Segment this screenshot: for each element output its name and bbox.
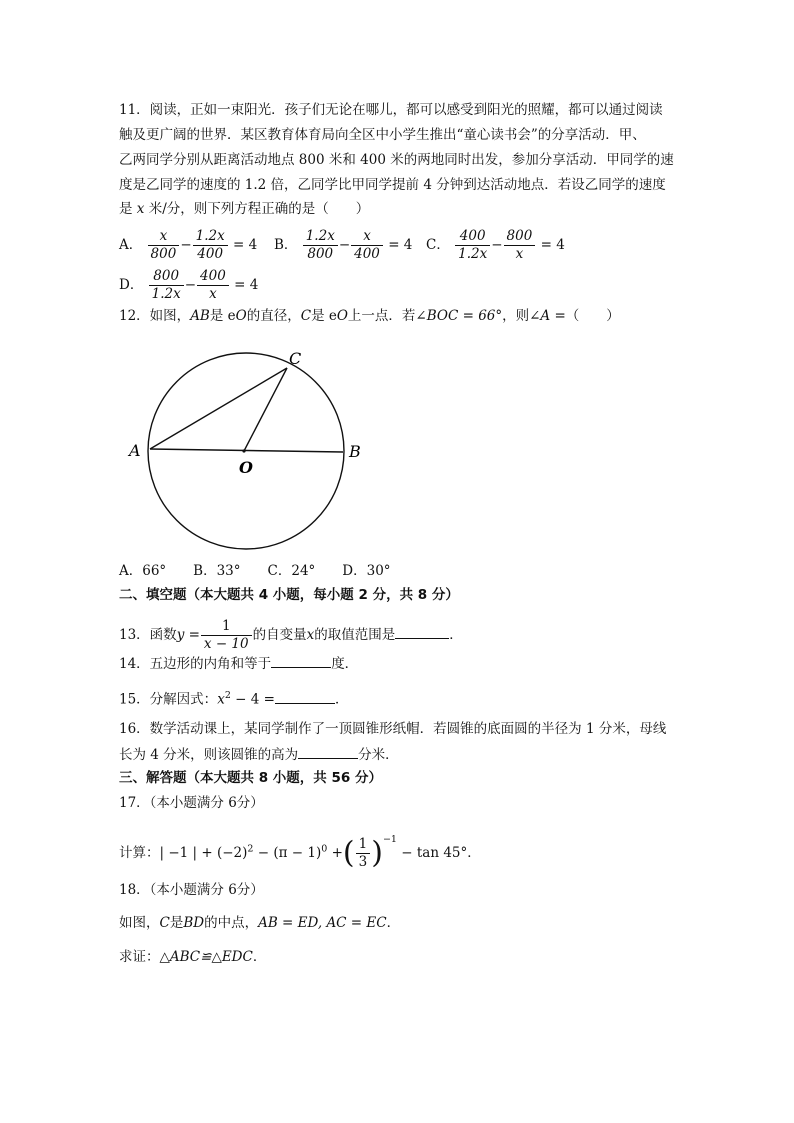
answer-blank[interactable]: [395, 624, 449, 639]
minus-sign: −: [184, 277, 197, 293]
q18-text: 是: [169, 915, 184, 931]
q11-line-3: 乙两同学分别从距离活动地点 800 米和 400 米的两地同时出发，参加分享活动．甲同学的速: [119, 152, 674, 168]
equation-rhs: = 4: [233, 237, 258, 253]
exponent: 2: [247, 843, 254, 855]
q17-expression: [119, 833, 481, 871]
circle-diagram: [125, 340, 375, 560]
q16-text: 分米．: [358, 747, 399, 763]
segment-bd: BD: [183, 915, 205, 931]
equation-rhs: = 4: [388, 237, 413, 253]
equation-rhs: = 4: [234, 277, 259, 293]
q12-options: A．66° B．33° C．24° D．30°: [119, 563, 391, 579]
section-2-heading: 二、填空题（本大题共 4 小题，每小题 2 分，共 8 分）: [119, 587, 459, 603]
numerator: 400: [197, 268, 229, 286]
denominator: x: [209, 286, 217, 302]
q13-text: 13．函数: [119, 627, 177, 643]
q16-line-1: 16．数学活动课上，某同学制作了一顶圆锥形纸帽．若圆锥的底面圆的半径为 1 分米，母线: [119, 721, 667, 737]
expr-part: | −1 | + (−2): [159, 845, 248, 861]
answer-blank[interactable]: [271, 653, 331, 668]
q14-text: 14．五边形的内角和等于: [119, 656, 272, 672]
numerator: 1.2x: [303, 228, 338, 246]
fraction: [201, 618, 252, 653]
q14: [119, 653, 358, 674]
q13: [119, 618, 463, 653]
denominator: 800: [150, 246, 177, 262]
fraction: [148, 228, 180, 263]
q14-text: 度．: [331, 656, 359, 672]
q18-condition: AB = ED, AC = EC: [258, 915, 387, 931]
q12-text: （ ）: [565, 308, 620, 324]
denominator: x: [515, 246, 524, 262]
q13-variable: x: [306, 627, 315, 643]
answer-blank[interactable]: [275, 689, 335, 704]
option-label: D．: [119, 277, 144, 293]
point-c: C: [159, 915, 170, 931]
fraction: [356, 836, 371, 871]
left-paren: (: [342, 835, 355, 871]
denominator: 400: [354, 246, 380, 262]
q18-text: ．: [252, 949, 267, 965]
q11-option-c: [426, 228, 565, 263]
q18-congruence: △ABC≌△EDC: [159, 949, 253, 965]
fraction: [504, 228, 536, 263]
label-c: C: [289, 349, 302, 368]
numerator: 1: [201, 618, 252, 636]
q13-text: ．: [449, 627, 463, 643]
exponent: 2: [224, 690, 231, 701]
q18-text: 求证：: [119, 949, 160, 965]
option-label: A．: [119, 237, 143, 253]
minus-sign: −: [180, 237, 192, 253]
fraction: [303, 228, 338, 263]
fraction: [351, 228, 383, 263]
q11-line-1: 11．阅读，正如一束阳光．孩子们无论在哪儿，都可以感受到阳光的照耀，都可以通过阅读: [119, 102, 663, 118]
q18-title: 18．（本小题满分 6分）: [119, 882, 264, 898]
numerator: 800: [149, 268, 184, 286]
center-dot: [242, 449, 245, 452]
denominator: 1.2x: [151, 286, 181, 302]
fraction: [455, 228, 490, 263]
denominator: 400: [197, 246, 224, 262]
q18-text: 如图，: [119, 915, 160, 931]
circle-o: O: [336, 308, 348, 324]
label-b: B: [349, 442, 361, 461]
denominator: 1.2x: [458, 246, 488, 262]
q18-text: 的中点，: [204, 915, 259, 931]
q11-option-a: [119, 228, 257, 263]
q11-line-5-b: 米/分，则下列方程正确的是（ ）: [148, 201, 370, 217]
option-label: B．: [274, 237, 298, 253]
denominator: 800: [307, 246, 334, 262]
numerator: 400: [455, 228, 490, 246]
q11-option-d: [119, 268, 258, 303]
label-o: O: [239, 458, 253, 477]
q15-variable: x: [217, 691, 225, 708]
q11-line-5-a: 是: [119, 201, 133, 217]
q11-line-2: 触及更广阔的世界．某区教育体育局向全区中小学生推出“童心读书会”的分享活动．甲、: [119, 127, 646, 143]
q12-text: 上一点．若: [347, 308, 416, 324]
minus-sign: −: [338, 237, 351, 253]
q16-text: 长为 4 分米，则该圆锥的高为: [119, 747, 299, 763]
equation-rhs: = 4: [540, 237, 565, 253]
q12-text: 12．如图，: [119, 308, 191, 324]
fraction: [149, 268, 184, 303]
diameter-ab: [150, 449, 343, 452]
q17-title: 17．（本小题满分 6分）: [119, 795, 264, 811]
q11-option-b: [274, 228, 412, 263]
segment-ab: AB: [190, 308, 210, 324]
expr-part: − tan 45°: [396, 845, 468, 861]
q15-expression: − 4 =: [230, 691, 275, 708]
q12-stem: [119, 306, 620, 326]
option-label: C．: [426, 237, 450, 253]
q11-variable-x: x: [136, 201, 145, 217]
angle-boc: ∠BOC = 66°: [415, 308, 503, 324]
q12-text: ，则: [502, 308, 530, 324]
numerator: 1: [356, 836, 371, 854]
q11-line-4: 度是乙同学的速度的 1.2 倍，乙同学比甲同学提前 4 分钟到达活动地点．若设乙同学的速度: [119, 177, 666, 193]
q13-text: 的自变量: [252, 627, 307, 643]
exponent: −1: [382, 833, 397, 845]
fraction: [193, 228, 228, 263]
q12-text: 的直径，: [246, 308, 301, 324]
q12-text: 是 e: [209, 308, 236, 324]
q15-text: ．: [334, 691, 349, 708]
denominator: x − 10: [203, 636, 249, 652]
q13-text: 的取值范围是: [314, 627, 396, 643]
section-3-heading: 三、解答题（本大题共 8 小题，共 56 分）: [119, 770, 382, 786]
numerator: x: [351, 228, 383, 246]
q15-text: 15．分解因式：: [119, 691, 218, 708]
exponent: 0: [321, 843, 328, 855]
q16-line-2: [119, 744, 399, 765]
fraction: [197, 268, 229, 303]
numerator: 1.2x: [193, 228, 228, 246]
minus-sign: −: [491, 237, 503, 253]
q17-text: ．: [467, 845, 481, 861]
denominator: 3: [358, 854, 368, 870]
expr-part: − (π − 1): [253, 845, 322, 861]
q18-line-1: [119, 913, 400, 933]
circle-o: O: [235, 308, 247, 324]
label-a: A: [129, 441, 141, 460]
q11-line-5: [119, 199, 369, 219]
angle-a: ∠A =: [529, 308, 566, 324]
answer-blank[interactable]: [298, 744, 358, 759]
q17-text: 计算：: [119, 845, 160, 861]
q18-text: ．: [386, 915, 401, 931]
q13-function: y =: [176, 627, 200, 643]
numerator: 800: [504, 228, 536, 246]
point-c: C: [300, 308, 312, 324]
q18-line-2: [119, 947, 266, 967]
numerator: x: [148, 228, 180, 246]
q15: [119, 686, 348, 710]
q12-text: 是 e: [311, 308, 337, 324]
expr-part: +: [327, 845, 343, 861]
right-paren: ): [371, 835, 383, 871]
